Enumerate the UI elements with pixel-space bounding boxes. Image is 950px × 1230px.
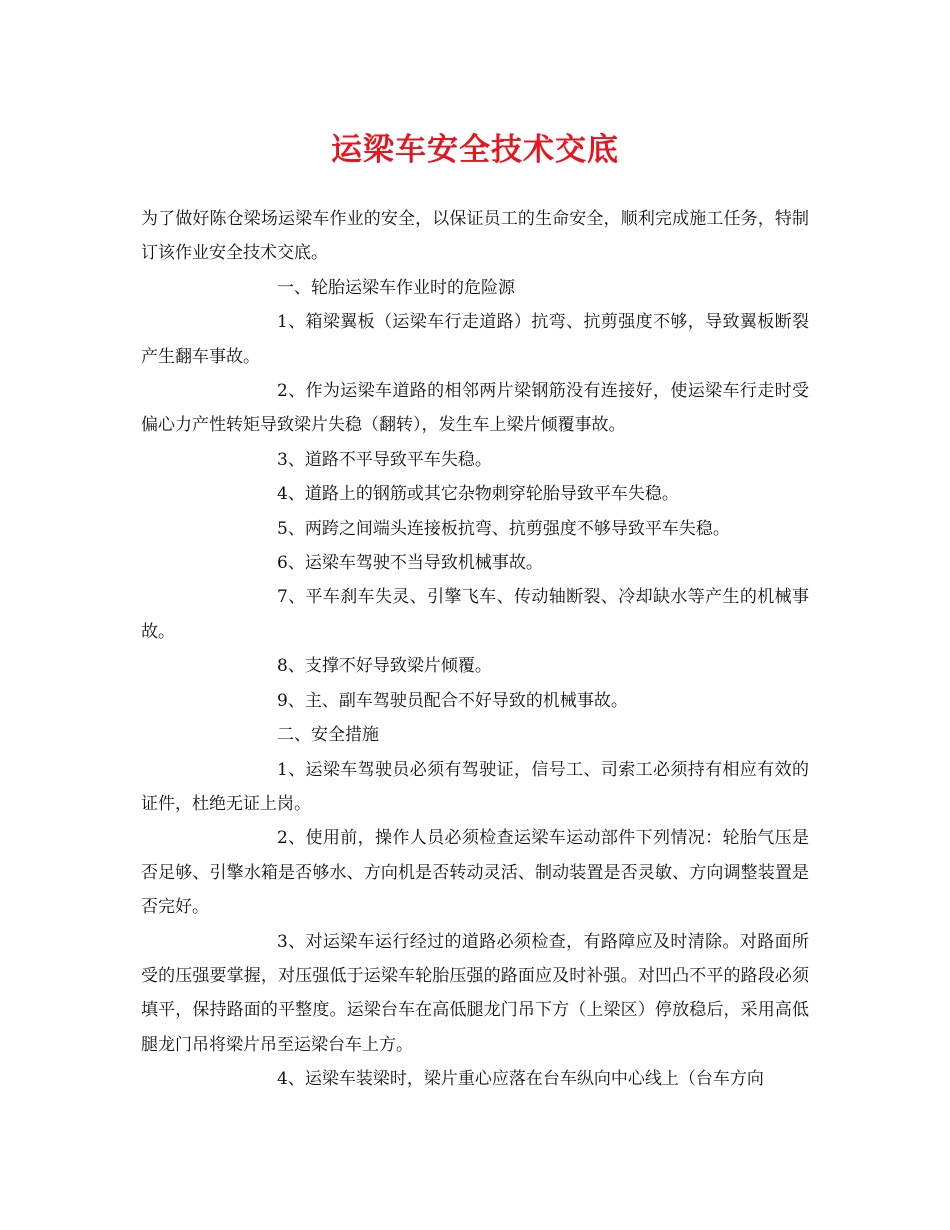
hazard-item: 6、运梁车驾驶不当导致机械事故。 (277, 553, 543, 574)
hazard-item: 7、平车刹车失灵、引擎飞车、传动轴断裂、冷却缺水等产生的机械事故。 (141, 587, 809, 642)
hazard-item: 3、道路不平导致平车失稳。 (277, 449, 492, 470)
hazard-item: 9、主、副车驾驶员配合不好导致的机械事故。 (277, 690, 628, 711)
hazard-item: 5、两跨之间端头连接板抗弯、抗剪强度不够导致平车失稳。 (277, 518, 730, 539)
measure-item: 2、使用前，操作人员必须检查运梁车运动部件下列情况：轮胎气压是否足够、引擎水箱是否够水、方向机是否转动灵活、制动装置是否灵敏、方向调整装置是否完好。 (141, 828, 809, 918)
intro-paragraph: 为了做好陈仓梁场运梁车作业的安全，以保证员工的生命安全，顺利完成施工任务，特制订该作业安全技术交底。 (141, 209, 809, 264)
document-title: 运梁车安全技术交底 (331, 132, 619, 168)
section-heading-hazards: 一、轮胎运梁车作业时的危险源 (277, 277, 515, 298)
hazard-item: 4、道路上的钢筋或其它杂物刺穿轮胎导致平车失稳。 (277, 484, 679, 505)
measure-item: 1、运梁车驾驶员必须有驾驶证，信号工、司索工必须持有相应有效的证件，杜绝无证上岗。 (141, 759, 809, 814)
hazard-item: 2、作为运梁车道路的相邻两片梁钢筋没有连接好，使运梁车行走时受偏心力产性转矩导致梁片失稳（翻转），发生车上梁片倾覆事故。 (141, 381, 809, 436)
section-heading-measures: 二、安全措施 (277, 725, 379, 746)
hazard-item: 8、支撑不好导致梁片倾覆。 (277, 656, 492, 677)
hazard-item: 1、箱梁翼板（运梁车行走道路）抗弯、抗剪强度不够，导致翼板断裂产生翻车事故。 (141, 312, 809, 367)
measure-item: 4、运梁车装梁时，梁片重心应落在台车纵向中心线上（台车方向 (277, 1069, 764, 1090)
measure-item: 3、对运梁车运行经过的道路必须检查，有路障应及时清除。对路面所受的压强要掌握，对压强低于运梁车轮胎压强的路面应及时补强。对凹凸不平的路段必须填平，保持路面的平整度。运梁台车在高低腿龙门吊下方（上梁区）停放稳后，采用高低腿龙门吊将梁片吊至运梁台车上方。 (141, 931, 809, 1055)
document-body (141, 202, 809, 1097)
